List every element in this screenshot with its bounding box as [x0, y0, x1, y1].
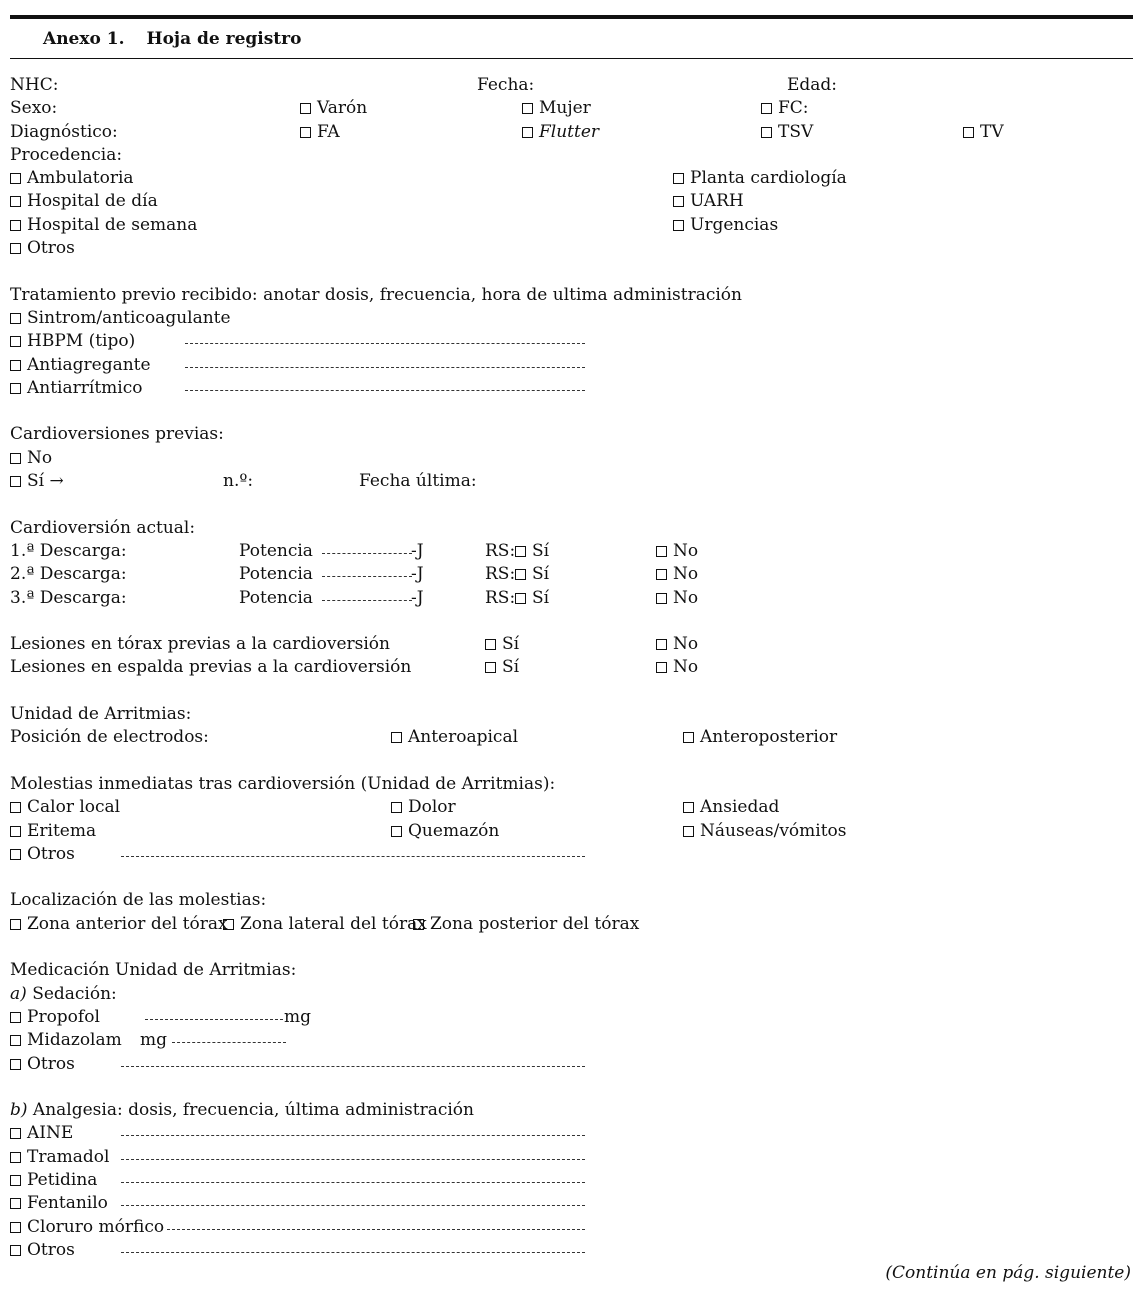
midazolam-option[interactable]: Midazolam — [10, 1030, 122, 1050]
checkbox[interactable] — [673, 220, 684, 231]
checkbox[interactable] — [10, 360, 21, 371]
cloruro-morfico-option[interactable]: Cloruro mórfico — [10, 1217, 164, 1237]
potencia-label: Potencia — [239, 564, 313, 584]
checkbox[interactable] — [10, 243, 21, 254]
uarh-option[interactable]: UARH — [673, 191, 744, 211]
propofol-dash-line[interactable] — [145, 1019, 283, 1020]
localizacion-label: Localización de las molestias: — [10, 890, 267, 910]
cloruro-dash-line[interactable] — [167, 1229, 585, 1230]
molestias-otros-dash-line[interactable] — [121, 856, 585, 857]
lesiones-espalda-label: Lesiones en espalda previas a la cardioversión — [10, 657, 412, 677]
checkbox[interactable] — [10, 802, 21, 813]
previas-label: Cardioversiones previas: — [10, 424, 224, 444]
checkbox[interactable] — [10, 1175, 21, 1186]
checkbox[interactable] — [10, 1152, 21, 1163]
descarga-2-label: 2.ª Descarga: — [10, 564, 127, 584]
previas-n-label: n.º: — [223, 471, 254, 491]
checkbox[interactable] — [673, 173, 684, 184]
aine-dash-line[interactable] — [121, 1135, 585, 1136]
checkbox[interactable] — [656, 662, 667, 673]
checkbox[interactable] — [683, 732, 694, 743]
flutter-checkbox[interactable] — [522, 127, 533, 138]
propofol-mg-label: mg — [284, 1007, 312, 1027]
checkbox[interactable] — [10, 220, 21, 231]
analgesia-otros-dash-line[interactable] — [121, 1252, 585, 1253]
tramadol-option[interactable]: Tramadol — [10, 1147, 109, 1167]
diagnostico-label: Diagnóstico: — [10, 122, 118, 142]
potencia-dash-line[interactable] — [322, 600, 412, 601]
molestias-label: Molestias inmediatas tras cardioversión (Unidad de Arritmias): — [10, 774, 556, 794]
zona-lateral-option[interactable]: Zona lateral del tórax — [223, 914, 427, 934]
varon-checkbox[interactable] — [300, 103, 311, 114]
fentanilo-option[interactable]: Fentanilo — [10, 1193, 108, 1213]
descarga-1-label: 1.ª Descarga: — [10, 541, 127, 561]
continues-note: (Continúa en pág. siguiente) — [885, 1263, 1131, 1283]
midazolam-mg-label: mg — [140, 1030, 168, 1050]
rs-label: RS: — [485, 564, 516, 584]
checkbox[interactable] — [515, 593, 526, 604]
checkbox[interactable] — [656, 593, 667, 604]
propofol-option[interactable]: Propofol — [10, 1007, 100, 1027]
edad-label: Edad: — [787, 75, 838, 95]
antiarritmico-dash-line[interactable] — [185, 390, 585, 391]
checkbox[interactable] — [673, 196, 684, 207]
header-rule — [10, 58, 1133, 59]
checkbox[interactable] — [10, 1198, 21, 1209]
checkbox[interactable] — [10, 383, 21, 394]
checkbox[interactable] — [413, 919, 424, 930]
fc-option[interactable]: FC: — [761, 98, 809, 118]
hospital-semana-option[interactable]: Hospital de semana — [10, 215, 197, 235]
checkbox[interactable] — [10, 173, 21, 184]
checkbox[interactable] — [391, 802, 402, 813]
checkbox[interactable] — [391, 732, 402, 743]
mujer-option[interactable]: Mujer — [522, 98, 591, 118]
checkbox[interactable] — [10, 476, 21, 487]
checkbox[interactable] — [10, 336, 21, 347]
checkbox[interactable] — [10, 1245, 21, 1256]
checkbox[interactable] — [485, 662, 496, 673]
fecha-label: Fecha: — [477, 75, 535, 95]
analgesia-label: b) Analgesia: dosis, frecuencia, última administración — [10, 1100, 474, 1120]
checkbox[interactable] — [683, 802, 694, 813]
sedacion-label: a) Sedación: — [10, 984, 117, 1004]
tsv-checkbox[interactable] — [761, 127, 772, 138]
checkbox[interactable] — [10, 1222, 21, 1233]
anteroapical-option[interactable]: Anteroapical — [391, 727, 518, 747]
potencia-label: Potencia — [239, 541, 313, 561]
analgesia-otros-option[interactable]: Otros — [10, 1240, 75, 1260]
sintrom-option[interactable]: Sintrom/anticoagulante — [10, 308, 231, 328]
rs-no-option[interactable]: No — [656, 564, 698, 584]
fc-checkbox[interactable] — [761, 103, 772, 114]
potencia-dash-line[interactable] — [322, 576, 412, 577]
dolor-option[interactable]: Dolor — [391, 797, 456, 817]
lesiones-espalda-no[interactable]: No — [656, 657, 698, 677]
antiarritmico-option[interactable]: Antiarrítmico — [10, 378, 142, 398]
checkbox[interactable] — [656, 639, 667, 650]
checkbox[interactable] — [10, 453, 21, 464]
checkbox[interactable] — [10, 849, 21, 860]
previas-fecha-label: Fecha última: — [359, 471, 477, 491]
rs-label: RS: — [485, 588, 516, 608]
fentanilo-dash-line[interactable] — [121, 1205, 585, 1206]
tratamiento-label: Tratamiento previo recibido: anotar dosis, frecuencia, hora de ultima administración — [10, 285, 742, 305]
checkbox[interactable] — [515, 546, 526, 557]
rs-si-option[interactable]: Sí — [515, 564, 549, 584]
checkbox[interactable] — [10, 826, 21, 837]
checkbox[interactable] — [10, 1059, 21, 1070]
tv-checkbox[interactable] — [963, 127, 974, 138]
top-rule — [10, 15, 1133, 19]
joules-label: -J — [411, 564, 424, 584]
hospital-dia-option[interactable]: Hospital de día — [10, 191, 158, 211]
nauseas-option[interactable]: Náuseas/vómitos — [683, 821, 847, 841]
rs-no-option[interactable]: No — [656, 541, 698, 561]
fa-option[interactable]: FA — [300, 122, 340, 142]
descarga-3-label: 3.ª Descarga: — [10, 588, 127, 608]
lesiones-torax-label: Lesiones en tórax previas a la cardioversión — [10, 634, 390, 654]
molestias-otros-option[interactable]: Otros — [10, 844, 75, 864]
posicion-label: Posición de electrodos: — [10, 727, 209, 747]
mujer-checkbox[interactable] — [522, 103, 533, 114]
rs-label: RS: — [485, 541, 516, 561]
anteroposterior-option[interactable]: Anteroposterior — [683, 727, 837, 747]
unidad-label: Unidad de Arritmias: — [10, 704, 192, 724]
fa-checkbox[interactable] — [300, 127, 311, 138]
tsv-option[interactable]: TSV — [761, 122, 813, 142]
sedacion-otros-dash-line[interactable] — [121, 1066, 585, 1067]
checkbox[interactable] — [515, 569, 526, 580]
checkbox[interactable] — [10, 1128, 21, 1139]
sedacion-otros-option[interactable]: Otros — [10, 1054, 75, 1074]
petidina-option[interactable]: Petidina — [10, 1170, 97, 1190]
checkbox[interactable] — [656, 569, 667, 580]
potencia-dash-line[interactable] — [322, 553, 412, 554]
lesiones-torax-no[interactable]: No — [656, 634, 698, 654]
potencia-label: Potencia — [239, 588, 313, 608]
ansiedad-option[interactable]: Ansiedad — [683, 797, 779, 817]
medicacion-label: Medicación Unidad de Arritmias: — [10, 960, 297, 980]
rs-si-option[interactable]: Sí — [515, 541, 549, 561]
nhc-label: NHC: — [10, 75, 59, 95]
tramadol-dash-line[interactable] — [121, 1159, 585, 1160]
flutter-option[interactable]: Flutter — [522, 122, 599, 142]
hbpm-dash-line[interactable] — [185, 343, 585, 344]
checkbox[interactable] — [10, 919, 21, 930]
checkbox[interactable] — [10, 1035, 21, 1046]
previas-si-option[interactable]: Sí → — [10, 471, 64, 491]
previas-no-option[interactable]: No — [10, 448, 52, 468]
rs-no-option[interactable]: No — [656, 588, 698, 608]
zona-posterior-option[interactable]: Zona posterior del tórax — [413, 914, 639, 934]
checkbox[interactable] — [485, 639, 496, 650]
checkbox[interactable] — [656, 546, 667, 557]
checkbox[interactable] — [683, 826, 694, 837]
ambulatoria-option[interactable]: Ambulatoria — [10, 168, 134, 188]
urgencias-option[interactable]: Urgencias — [673, 215, 778, 235]
eritema-option[interactable]: Eritema — [10, 821, 96, 841]
form-header: Anexo 1. Hoja de registro — [43, 29, 302, 49]
zona-anterior-option[interactable]: Zona anterior del tórax — [10, 914, 228, 934]
sexo-label: Sexo: — [10, 98, 58, 118]
quemazon-option[interactable]: Quemazón — [391, 821, 499, 841]
aine-option[interactable]: AINE — [10, 1123, 73, 1143]
calor-option[interactable]: Calor local — [10, 797, 120, 817]
lesiones-espalda-si[interactable]: Sí — [485, 657, 519, 677]
checkbox[interactable] — [10, 196, 21, 207]
tv-option[interactable]: TV — [963, 122, 1004, 142]
varon-option[interactable]: Varón — [300, 98, 367, 118]
joules-label: -J — [411, 541, 424, 561]
antiagregante-dash-line[interactable] — [185, 367, 585, 368]
checkbox[interactable] — [10, 313, 21, 324]
actual-label: Cardioversión actual: — [10, 518, 196, 538]
antiagregante-option[interactable]: Antiagregante — [10, 355, 151, 375]
procedencia-label: Procedencia: — [10, 145, 123, 165]
checkbox[interactable] — [391, 826, 402, 837]
lesiones-torax-si[interactable]: Sí — [485, 634, 519, 654]
rs-si-option[interactable]: Sí — [515, 588, 549, 608]
planta-option[interactable]: Planta cardiología — [673, 168, 847, 188]
checkbox[interactable] — [223, 919, 234, 930]
midazolam-dash-line[interactable] — [172, 1042, 286, 1043]
joules-label: -J — [411, 588, 424, 608]
procedencia-otros-option[interactable]: Otros — [10, 238, 75, 258]
checkbox[interactable] — [10, 1012, 21, 1023]
petidina-dash-line[interactable] — [121, 1182, 585, 1183]
hbpm-option[interactable]: HBPM (tipo) — [10, 331, 135, 351]
